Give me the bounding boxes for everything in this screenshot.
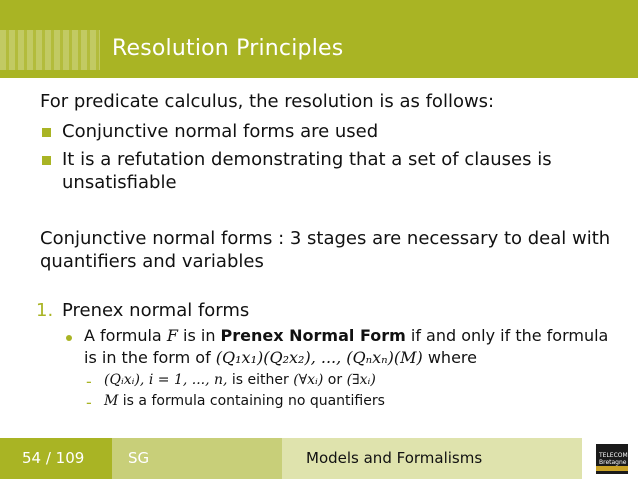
page-number: 54 / 109 <box>22 449 85 467</box>
quantifier-condition: (Qᵢxᵢ), i = 1, ..., n, is either (∀xᵢ) or (∃xᵢ) <box>104 372 376 388</box>
matrix-condition: M is a formula containing no quantifiers <box>104 393 385 409</box>
bullet-dot-icon <box>66 335 72 341</box>
slide-footer <box>0 438 638 479</box>
telecom-logo: TELECOM Bretagne <box>596 444 628 474</box>
intro-text: For predicate calculus, the resolution is as follows: <box>40 91 495 112</box>
author-initials: SG <box>128 449 150 467</box>
dash-marker: - <box>86 393 92 412</box>
bullet-item: It is a refutation demonstrating that a set of clauses is <box>62 149 552 170</box>
bullet-item: Conjunctive normal forms are used <box>62 121 379 142</box>
dash-marker: - <box>86 372 92 391</box>
footer-page-section <box>0 438 112 479</box>
cnf-text-continuation: quantifiers and variables <box>40 251 264 272</box>
enum-number: 1. <box>36 300 54 321</box>
footer-title: Models and Formalisms <box>306 449 483 467</box>
enum-item: Prenex normal forms <box>62 300 250 321</box>
footer-title-section <box>282 438 582 479</box>
bullet-square-icon <box>42 156 51 165</box>
prenex-definition: A formula F is in Prenex Normal Form if and only if the formula <box>84 326 609 345</box>
bullet-square-icon <box>42 128 51 137</box>
cnf-text: Conjunctive normal forms : 3 stages are necessary to deal with <box>40 228 611 249</box>
footer-author-section <box>112 438 282 479</box>
prenex-definition-continuation: is in the form of (Q₁x₁)(Q₂x₂), ..., (Qₙxₙ)(M) where <box>84 348 477 367</box>
bullet-item-continuation: unsatisfiable <box>62 172 177 193</box>
slide-title: Resolution Principles <box>112 36 344 61</box>
